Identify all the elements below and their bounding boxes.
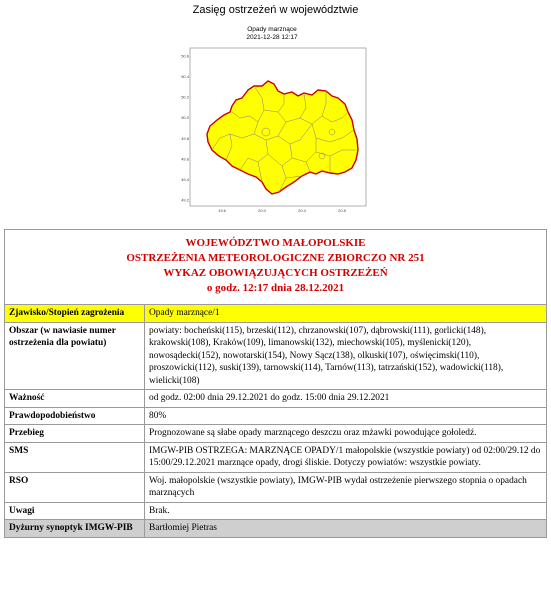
map-y-tick-label: 50.0 bbox=[181, 115, 189, 121]
validity-label: Ważność bbox=[5, 390, 145, 408]
table-row-validity bbox=[5, 390, 547, 408]
map-frame bbox=[182, 46, 372, 216]
header-issue-time: o godz. 12:17 dnia 28.12.2021 bbox=[206, 282, 345, 294]
header-bulletin-number: OSTRZEŻENIA METEOROLOGICZNE ZBIORCZO NR 251 bbox=[126, 252, 425, 264]
probability-label: Prawdopodobieństwo bbox=[5, 407, 145, 425]
remarks-label: Uwagi bbox=[5, 502, 145, 520]
warning-map bbox=[168, 26, 376, 226]
map-y-tick-label: 49.8 bbox=[181, 135, 189, 141]
warnings-table bbox=[4, 229, 547, 538]
phenomenon-value: Opady marznące/1 bbox=[145, 305, 547, 323]
map-y-tick-label: 49.6 bbox=[181, 156, 189, 162]
sms-label: SMS bbox=[5, 442, 145, 472]
table-row-probability bbox=[5, 407, 547, 425]
table-row-sms bbox=[5, 442, 547, 472]
map-y-tick-label: 49.2 bbox=[181, 197, 189, 203]
rso-value: Woj. małopolskie (wszystkie powiaty), IMGW-PIB wydał ostrzeżenie pierwszego stopnia o opadach marznących bbox=[145, 472, 547, 502]
rso-label: RSO bbox=[5, 472, 145, 502]
course-label: Przebieg bbox=[5, 425, 145, 443]
remarks-value: Brak. bbox=[145, 502, 547, 520]
header-voivodeship: WOJEWÓDZTWO MAŁOPOLSKIE bbox=[185, 237, 366, 249]
voivodeship-map bbox=[182, 46, 372, 216]
sms-value: IMGW-PIB OSTRZEGA: MARZNĄCE OPADY/1 małopolskie (wszystkie powiaty) od 02:00/29.12 do 15:00/29.12.2021 marznące opady, drogi śliskie. Dotyczy powiatów: wszystkie powiaty. bbox=[145, 442, 547, 472]
synoptician-label: Dyżurny synoptyk IMGW-PIB bbox=[5, 520, 145, 538]
table-row-area bbox=[5, 322, 547, 390]
table-row-synoptician bbox=[5, 520, 547, 538]
area-label: Obszar (w nawiasie numer ostrzeżenia dla powiatu) bbox=[5, 322, 145, 390]
table-row-remarks bbox=[5, 502, 547, 520]
validity-value: od godz. 02:00 dnia 29.12.2021 do godz. 15:00 dnia 29.12.2021 bbox=[145, 390, 547, 408]
phenomenon-label: Zjawisko/Stopień zagrożenia bbox=[5, 305, 145, 323]
table-row-phenomenon bbox=[5, 305, 547, 323]
probability-value: 80% bbox=[145, 407, 547, 425]
map-y-tick-label: 50.4 bbox=[181, 74, 189, 80]
page-title: Zasięg ostrzeżeń w województwie bbox=[192, 4, 359, 16]
map-y-tick-label: 50.6 bbox=[181, 53, 189, 59]
synoptician-value: Bartłomiej Pietras bbox=[145, 520, 547, 538]
map-x-tick-label: 20.0 bbox=[258, 208, 266, 213]
header-list-title: WYKAZ OBOWIĄZUJĄCYCH OSTRZEŻEŃ bbox=[163, 267, 388, 279]
table-row-course bbox=[5, 425, 547, 443]
map-caption-phenomenon: Opady marznące bbox=[247, 26, 297, 33]
table-row-rso bbox=[5, 472, 547, 502]
area-value: powiaty: bocheński(115), brzeski(112), chrzanowski(107), dąbrowski(111), gorlicki(148), krakowski(108), Kraków(109), limanowski(132), miechowski(105), myślenicki(120), nowosądecki(152), nowotarski(154), Nowy Sącz(138), olkuski(107), oświęcimski(110), proszowicki(112), suski(139), tarnowski(114), Tarnów(113), tatrzański(152), wadowicki(118), wielicki(108) bbox=[145, 322, 547, 390]
map-x-tick-label: 20.8 bbox=[338, 208, 346, 213]
map-y-tick-label: 50.2 bbox=[181, 94, 189, 100]
map-x-tick-label: 19.6 bbox=[218, 208, 226, 213]
map-caption-timestamp: 2021-12-28 12:17 bbox=[246, 34, 298, 41]
table-header bbox=[5, 230, 547, 305]
map-x-tick-label: 20.4 bbox=[298, 208, 306, 213]
course-value: Prognozowane są słabe opady marznącego deszczu oraz mżawki powodujące gołoledź. bbox=[145, 425, 547, 443]
map-y-tick-label: 49.4 bbox=[181, 176, 189, 182]
